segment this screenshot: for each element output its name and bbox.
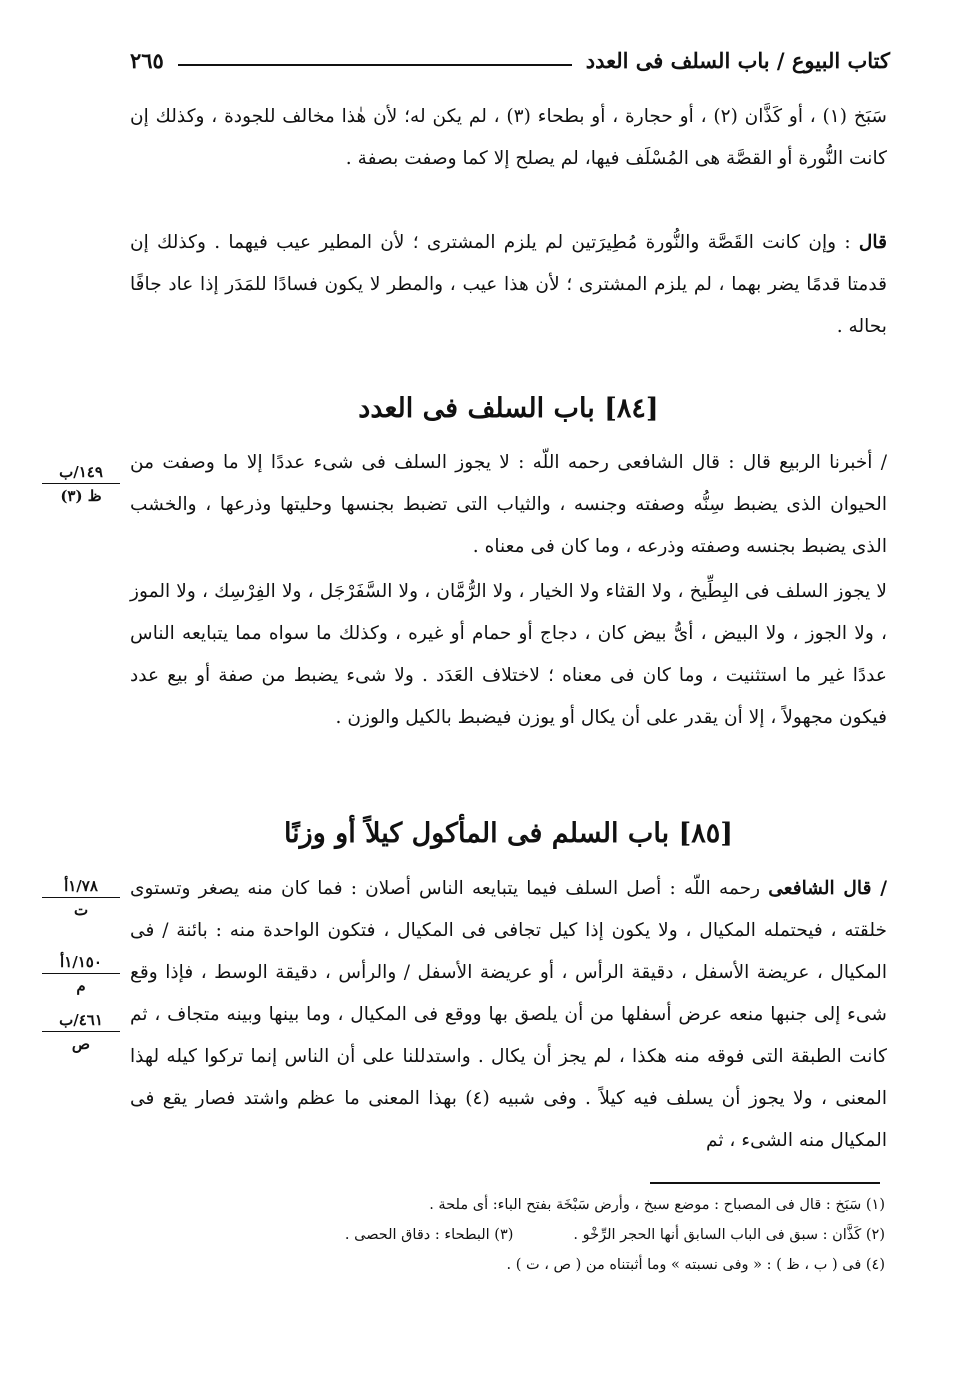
margin-note-4-folio: ٤٦١/ب: [42, 1010, 120, 1032]
margin-note-1: [42, 462, 120, 506]
margin-note-4: [42, 1010, 120, 1054]
paragraph-3: / أخبرنا الربيع قال : قال الشافعى رحمه اللّه : لا يجوز السلف فى شىء عددًا إلا ما وصفت من الحيوان الذى يضبط سِنُّه وصفته وجنسه ، والثياب التى تضبط بجنسها وحليتها وذرعها ، والخشب الذى يضبط بجنسه وصفته وذرعه ، وما كان فى معناه .: [130, 452, 888, 557]
footnote-1: (١) سَبَخ : قال فى المصباح : موضع سبخ ، وأرض سَبْخَة بفتح الباء: أى ملحة .: [429, 1197, 885, 1213]
footnote-rule: [650, 1182, 880, 1184]
margin-note-1-ms: ظ (٣): [60, 487, 102, 505]
paragraph-2-text: : وإن كانت القَصَّة والنُّورة مُطِيرَتين لم يلزم المشترى ؛ لأن المطير عيب فيهما . وكذلك إن قدمتا قدمًا يضر بهما ، لم يلزم المشترى ؛ لأن هذا عيب ، والمطر لا يكون فسادًا للمَدَر إذا عاد جافًا بحاله .: [130, 232, 887, 337]
margin-note-2-folio: ١/٧٨أ: [42, 876, 120, 898]
footnotes: [190, 1190, 885, 1280]
footnote-2: (٢) كَذَّان : سبق فى الباب السابق أنها الحجر الرِّخْو .: [573, 1227, 885, 1243]
margin-note-2-ms: ت: [73, 901, 89, 919]
margin-note-2: [42, 876, 120, 920]
margin-note-4-ms: ص: [71, 1035, 91, 1053]
paragraph-5: [130, 868, 887, 1162]
header-rule: [178, 64, 572, 66]
paragraph-5-lead: / قال الشافعى: [768, 878, 887, 899]
paragraph-5-text: رحمه اللّه : أصل السلف فيما يتبايعه الناس أصلان : فما كان منه يصغر وتستوى خلقته ، فيحتمله المكيال ، ولا يكون إذا كيل تجافى فى المكيال ، فتكون الواحدة منه : بائنة / فى المكيال ، عريضة الأسفل ، دقيقة الرأس ، أو عريضة الأسفل / والرأس ، دقيقة الوسط ، فإذا وقع شىء إلى جنبها منعه عرض أسفلها من أن يلصق بها ووقع فى المكيال ، وما بينها وبينه متجاف ، ثم كانت الطبقة التى فوقه منه هكذا ، لم يجز أن يكال . واستدللنا على أن الناس إنما تركوا كيله لهذا المعنى ، ولا يجوز أن يسلف فيه كيلاً . وفى شبيه (٤) بهذا المعنى ما عظم واشتد فصار يقع فى المكيال منه الشىء ، ثم: [130, 878, 887, 1151]
margin-note-3-folio: ١/١٥٠أ: [42, 952, 120, 974]
footnote-4: (٤) فى ( ب ، ظ ) : « وفى نسبته » وما أثبتناه من ( ص ، ت ) .: [506, 1257, 885, 1273]
margin-note-3-ms: م: [76, 977, 86, 995]
running-title: كتاب البيوع / باب السلف فى العدد: [585, 47, 890, 73]
running-header: [130, 42, 890, 78]
margin-note-1-folio: ١٤٩/ب: [42, 462, 120, 484]
footnote-3: (٣) البطحاء : دقاق الحصى .: [344, 1227, 514, 1243]
margin-note-3: [42, 952, 120, 996]
section-heading-84: [٨٤] باب السلف فى العدد: [358, 393, 659, 424]
page-number: ٢٦٥: [130, 47, 164, 73]
footnote-row-2: [190, 1220, 885, 1250]
paragraph-1: سَبَخ (١) ، أو كَذَّان (٢) ، أو حجارة ، أو بطحاء (٣) ، لم يكن له؛ لأن هٰذا مخالف للجودة ، وكذلك إن كانت النُّورة أو القصَّة هى المُسْلَف فيها، لم يصلح إلا كما وصفت بصفة .: [130, 106, 888, 169]
footnote-row-1: [190, 1190, 885, 1220]
paragraph-4: لا يجوز السلف فى البِطِّيخ ، ولا القثاء ولا الخيار ، ولا الرُّمَّان ، ولا السَّفَرْجَل ، ولا الفِرْسِك ، ولا الموز ، ولا الجوز ، ولا البيض ، أىُّ بيض كان ، دجاج أو حمام أو غيره ، وكذلك ما سواه مما يتبايعه الناس عددًا غير ما استثنيت ، وما كان فى معناه ؛ لاختلاف العَدَد . ولا شىء يضبط من صفة أو بيع عدد فيكون مجهولاً ، إلا أن يقدر على أن يكال أو يوزن فيضبط بالكيل والوزن .: [130, 581, 887, 728]
footnote-row-3: [190, 1250, 885, 1280]
paragraph-2: [130, 222, 887, 348]
section-heading-85: [٨٥] باب السلم فى المأكول كيلاً أو وزنًا: [283, 818, 734, 849]
paragraph-2-lead: قال: [858, 232, 887, 253]
